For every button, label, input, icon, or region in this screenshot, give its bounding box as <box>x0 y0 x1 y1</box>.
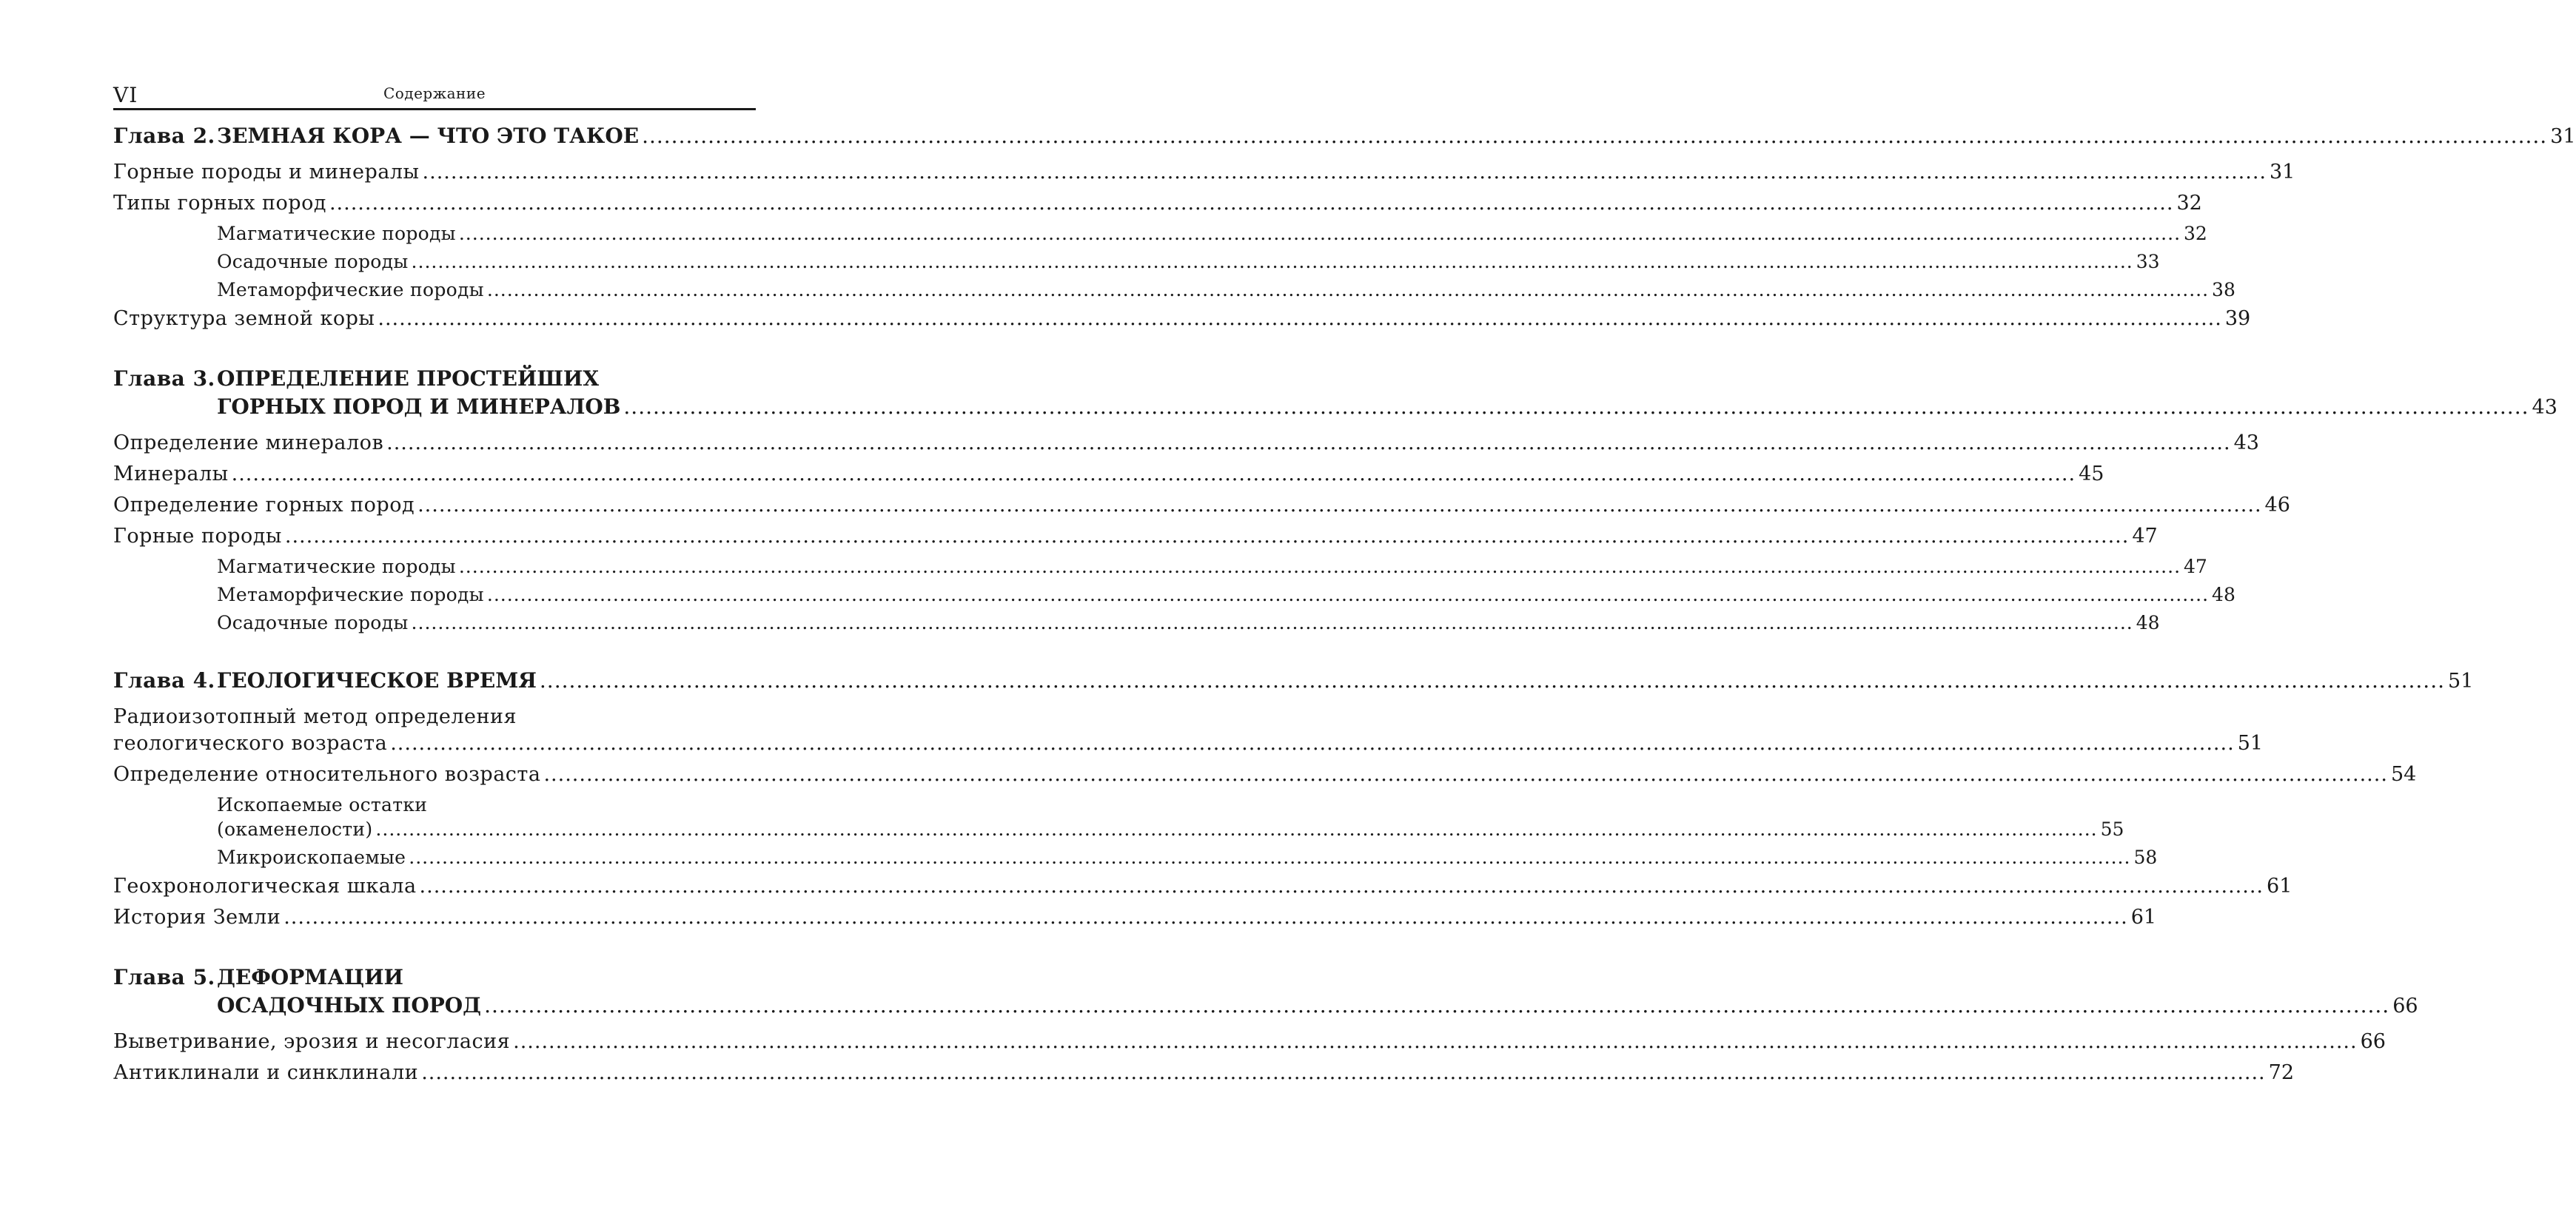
dot-leader <box>623 393 2529 421</box>
toc-entry <box>113 428 2259 460</box>
entry-page-number: 43 <box>2233 431 2259 454</box>
entry-text: Метаморфические породы <box>217 584 484 605</box>
chapter-number: Глава 4. <box>113 668 215 693</box>
chapter-heading <box>113 667 2474 696</box>
chapter-title-line <box>217 992 2418 1020</box>
entry-line <box>113 730 2264 757</box>
dot-leader <box>459 554 2181 579</box>
entry-text: Магматические породы <box>217 556 456 577</box>
toc-subentry <box>113 791 2124 844</box>
entry-line <box>113 492 2290 519</box>
toc-entry <box>113 522 2158 553</box>
entry-page-number: 61 <box>2267 875 2292 898</box>
page-header <box>113 78 756 108</box>
entry-page-number: 32 <box>2176 192 2202 215</box>
toc-entry <box>113 702 2264 760</box>
toc-subentry <box>113 220 2207 248</box>
entry-line <box>113 430 2259 457</box>
dot-leader <box>421 1060 2265 1086</box>
chapter-heading <box>113 122 2576 151</box>
chapter-block <box>113 964 2418 1089</box>
entry-text: Горные породы <box>113 525 282 548</box>
toc-entry <box>113 460 2104 491</box>
dot-leader <box>284 904 2127 931</box>
entry-text: Магматические породы <box>217 223 456 244</box>
chapter-title-text: ДЕФОРМАЦИИ <box>217 965 404 989</box>
header-rule <box>113 108 756 110</box>
entry-line <box>113 306 2251 332</box>
entry-page-number: 55 <box>2100 818 2124 840</box>
dot-leader <box>417 492 2261 519</box>
entry-page-number: 45 <box>2079 463 2104 485</box>
chapter-block <box>113 667 2474 934</box>
entry-line <box>217 554 2207 579</box>
chapter-title <box>217 122 2576 151</box>
dot-leader <box>285 523 2129 550</box>
chapter-title-line <box>217 393 2557 422</box>
chapter-entries <box>113 428 2290 637</box>
dot-leader <box>412 611 2133 635</box>
page-number-folio: VI <box>113 83 138 107</box>
dot-leader <box>423 159 2267 186</box>
entry-line <box>113 461 2104 488</box>
dot-leader <box>484 992 2389 1020</box>
entry-line <box>113 1060 2295 1086</box>
toc-entry <box>113 1027 2386 1058</box>
chapter-title-text: ОСАДОЧНЫХ ПОРОД <box>217 993 482 1018</box>
chapter-title-text: ЗЕМНАЯ КОРА — ЧТО ЭТО ТАКОЕ <box>217 124 640 148</box>
dot-leader <box>513 1029 2357 1055</box>
table-of-contents <box>113 122 2576 1119</box>
dot-leader <box>642 122 2547 150</box>
entry-text: История Земли <box>113 906 281 929</box>
entry-page-number: 31 <box>2270 161 2295 184</box>
dot-leader <box>412 249 2133 274</box>
chapter-block <box>113 122 2576 335</box>
dot-leader <box>543 761 2387 788</box>
dot-leader <box>390 730 2234 757</box>
entry-page-number: 47 <box>2132 525 2158 548</box>
entry-page-number: 51 <box>2237 732 2264 755</box>
toc-subentry <box>113 276 2235 304</box>
entry-text: Типы горных пород <box>113 192 326 215</box>
entry-text-line: (окаменелости) <box>217 818 373 840</box>
chapter-page-number: 31 <box>2550 125 2576 148</box>
dot-leader <box>540 667 2445 695</box>
entry-text: Выветривание, эрозия и несогласия <box>113 1030 511 1053</box>
entry-page-number: 61 <box>2130 906 2157 929</box>
toc-subentry <box>113 248 2160 276</box>
entry-text: Осадочные породы <box>217 251 409 272</box>
dot-leader <box>487 278 2209 302</box>
entry-line <box>113 761 2417 788</box>
entry-text: Структура земной коры <box>113 307 375 330</box>
toc-entry <box>113 903 2157 934</box>
entry-text: Определение относительного возраста <box>113 763 541 786</box>
entry-line <box>113 873 2292 900</box>
entry-line <box>113 190 2202 217</box>
dot-leader <box>232 461 2076 488</box>
chapter-page-number: 43 <box>2532 396 2557 419</box>
chapter-title-line <box>217 964 2418 992</box>
entry-line <box>217 845 2158 870</box>
entry-text: Горные породы и минералы <box>113 161 420 184</box>
toc-subentry <box>113 844 2158 872</box>
entry-line <box>113 523 2158 550</box>
chapter-title-line <box>217 667 2473 696</box>
toc-entry <box>113 304 2251 335</box>
chapter-entries <box>113 702 2417 934</box>
entry-text-line: Ископаемые остатки <box>217 794 428 816</box>
dot-leader <box>409 845 2130 870</box>
entry-page-number: 66 <box>2360 1030 2386 1053</box>
entry-page-number: 47 <box>2184 556 2207 577</box>
entry-text: Осадочные породы <box>217 612 409 633</box>
chapter-title-text: ГОРНЫХ ПОРОД И МИНЕРАЛОВ <box>217 394 621 419</box>
chapter-number: Глава 5. <box>113 965 215 989</box>
dot-leader <box>386 430 2230 457</box>
entry-text: Геохронологическая шкала <box>113 875 417 898</box>
entry-line <box>217 611 2160 635</box>
entry-line <box>217 278 2235 302</box>
chapter-block <box>113 365 2557 637</box>
running-title: Содержание <box>383 84 486 102</box>
entry-line <box>113 159 2295 186</box>
chapter-page-number: 66 <box>2392 995 2418 1018</box>
chapter-page-number: 51 <box>2448 670 2474 693</box>
chapter-title <box>217 964 2418 1020</box>
toc-subentry <box>113 581 2235 609</box>
dot-leader <box>378 306 2221 332</box>
entry-page-number: 54 <box>2390 763 2417 786</box>
entry-text-line: геологического возраста <box>113 732 388 755</box>
entry-page-number: 72 <box>2268 1061 2295 1084</box>
toc-entry <box>113 491 2290 522</box>
entry-line <box>217 582 2235 607</box>
chapter-entries <box>113 158 2295 335</box>
entry-page-number: 46 <box>2264 494 2290 517</box>
dot-leader <box>375 817 2097 841</box>
toc-entry <box>113 158 2295 189</box>
chapter-title-text: ГЕОЛОГИЧЕСКОЕ ВРЕМЯ <box>217 668 537 693</box>
chapter-title-line <box>217 365 2557 393</box>
dot-leader <box>329 190 2173 217</box>
entry-text: Микроископаемые <box>217 847 406 868</box>
entry-text-line: Радиоизотопный метод определения <box>113 705 517 728</box>
entry-page-number: 39 <box>2224 307 2251 330</box>
entry-text: Определение горных пород <box>113 494 415 517</box>
toc-entry <box>113 189 2202 220</box>
entry-page-number: 48 <box>2136 612 2160 633</box>
chapter-number: Глава 2. <box>113 124 215 148</box>
entry-line <box>217 221 2207 246</box>
entry-page-number: 33 <box>2136 251 2160 272</box>
chapter-title-line <box>217 122 2576 151</box>
entry-text: Определение минералов <box>113 431 384 454</box>
toc-entry <box>113 760 2417 791</box>
entry-text: Антиклинали и синклинали <box>113 1061 419 1084</box>
dot-leader <box>487 582 2209 607</box>
toc-entry <box>113 1058 2295 1089</box>
dot-leader <box>420 873 2264 900</box>
chapter-number: Глава 3. <box>113 366 215 391</box>
chapter-title-text: ОПРЕДЕЛЕНИЕ ПРОСТЕЙШИХ <box>217 366 600 391</box>
entry-line <box>113 904 2157 931</box>
chapter-heading <box>113 365 2557 422</box>
entry-page-number: 32 <box>2184 223 2207 244</box>
chapter-title <box>217 365 2557 422</box>
entry-line <box>217 817 2124 841</box>
dot-leader <box>459 221 2181 246</box>
chapter-title <box>217 667 2473 696</box>
entry-page-number: 38 <box>2212 279 2235 300</box>
entry-line <box>113 1029 2386 1055</box>
toc-entry <box>113 872 2292 903</box>
entry-text: Минералы <box>113 463 229 485</box>
toc-subentry <box>113 609 2160 637</box>
chapter-entries <box>113 1027 2386 1089</box>
entry-page-number: 48 <box>2212 584 2235 605</box>
entry-line <box>217 249 2160 274</box>
toc-subentry <box>113 553 2207 581</box>
entry-page-number: 58 <box>2133 847 2158 868</box>
entry-text: Метаморфические породы <box>217 279 484 300</box>
chapter-heading <box>113 964 2418 1020</box>
